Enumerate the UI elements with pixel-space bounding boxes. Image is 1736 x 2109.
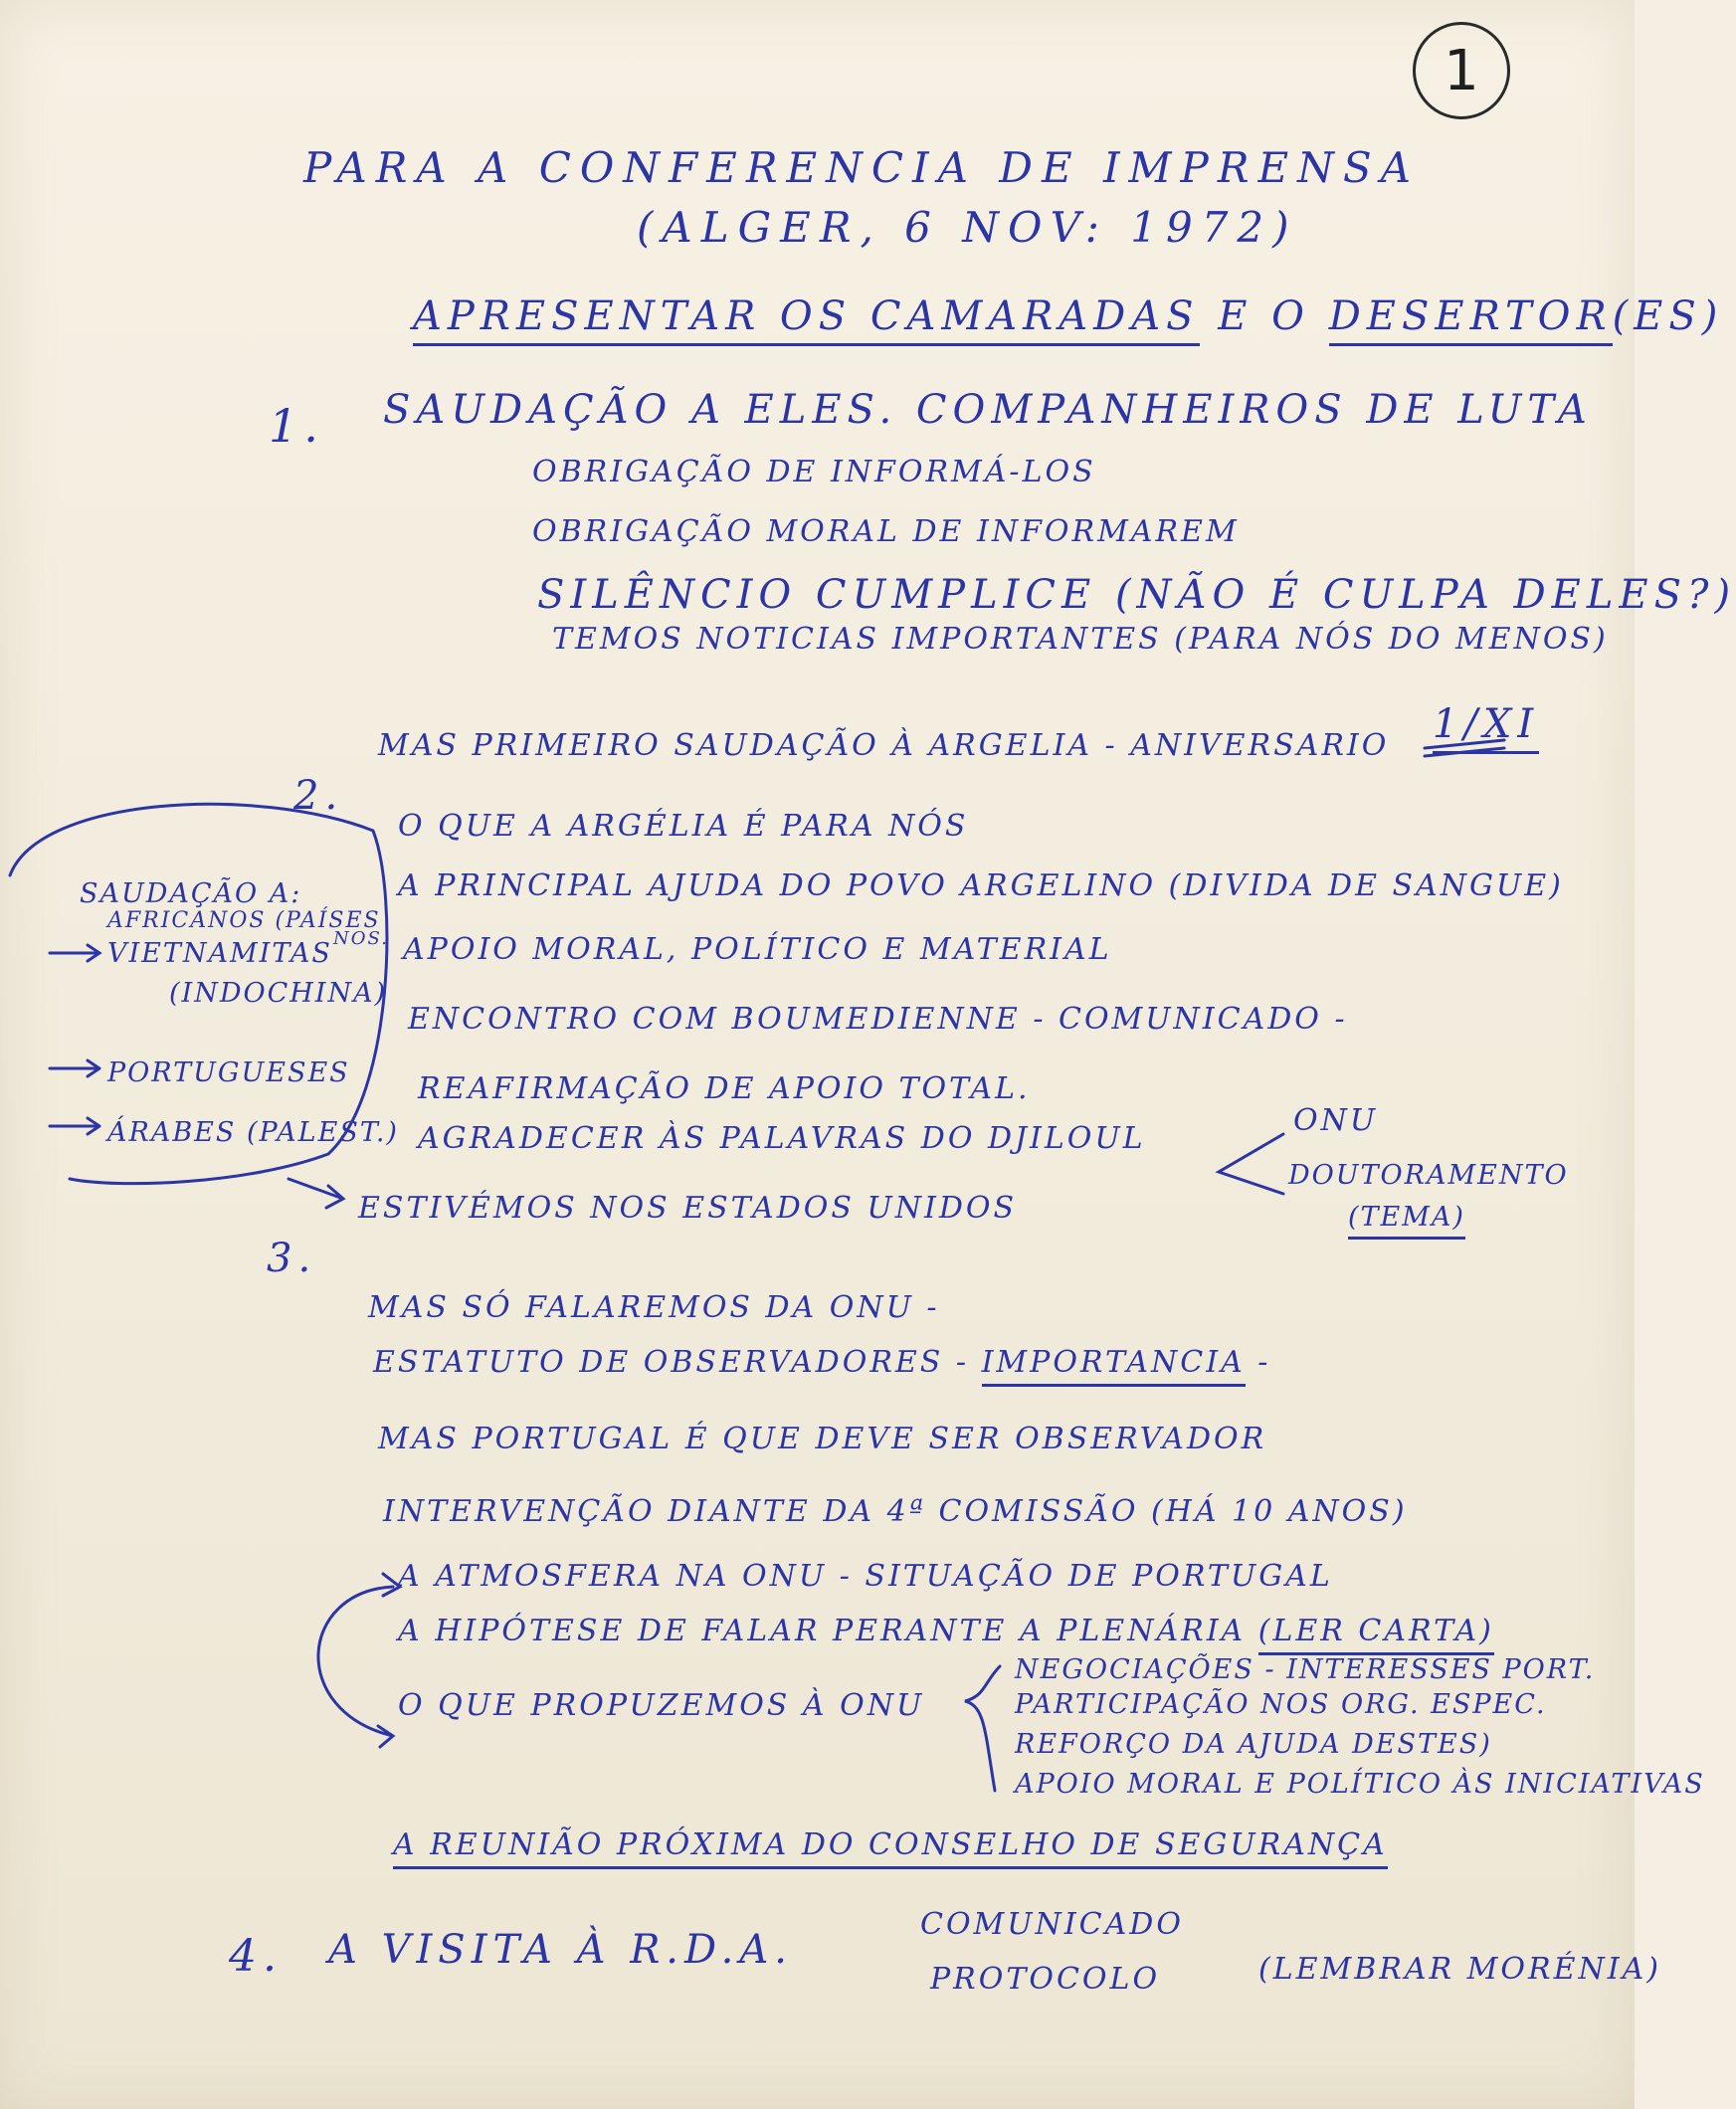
s3-proposals-brace <box>965 1666 1000 1791</box>
s3-line: MAS SÓ FALAREMOS DA ONU - <box>368 1290 940 1325</box>
s2-heading: MAS PRIMEIRO SAUDAÇÃO À ARGELIA - ANIVERSARIO <box>378 728 1390 763</box>
s2-number: 2. <box>293 773 344 819</box>
s3-branch: DOUTORAMENTO <box>1288 1160 1569 1191</box>
margin-item: (INDOCHINA) <box>169 978 388 1009</box>
s3-proposal: PARTICIPAÇÃO NOS ORG. ESPEC. <box>1015 1689 1547 1720</box>
s2-line: O QUE A ARGÉLIA É PARA NÓS <box>398 809 969 844</box>
s3-proposal: REFORÇO DA AJUDA DESTES) <box>1015 1729 1492 1760</box>
s4-heading: A VISITA À R.D.A. <box>328 1927 793 1973</box>
s4-number: 4. <box>229 1931 283 1982</box>
s3-branch: ONU <box>1293 1103 1379 1138</box>
intro-suffix: (ES) <box>1612 293 1724 339</box>
s2-line: A PRINCIPAL AJUDA DO POVO ARGELINO (DIVIDA DE SANGUE) <box>398 868 1564 903</box>
s3-proposal: NEGOCIAÇÕES - INTERESSES PORT. <box>1015 1654 1596 1685</box>
s4-item: COMUNICADO <box>920 1907 1184 1942</box>
s3-line: MAS PORTUGAL É QUE DEVE SER OBSERVADOR <box>378 1422 1267 1456</box>
s3-line: A ATMOSFERA NA ONU - SITUAÇÃO DE PORTUGAL <box>398 1559 1333 1594</box>
page-title: PARA A CONFERENCIA DE IMPRENSA <box>303 143 1420 192</box>
margin-item: NOS. <box>333 928 389 949</box>
section3-arrow <box>289 1179 343 1208</box>
s2-line: APOIO MORAL, POLÍTICO E MATERIAL <box>403 932 1112 967</box>
s3-read-letter: (LER CARTA) <box>1258 1614 1494 1655</box>
s1-line: OBRIGAÇÃO DE INFORMÁ-LOS <box>532 455 1096 489</box>
s2-line: AGRADECER ÀS PALAVRAS DO DJILOUL <box>418 1121 1146 1156</box>
s3-line: INTERVENÇÃO DIANTE DA 4ª COMISSÃO (HÁ 10 ANOS) <box>383 1494 1408 1529</box>
s3-branch-bracket <box>1219 1134 1283 1194</box>
margin-arrow <box>50 1118 99 1134</box>
s1-line: OBRIGAÇÃO MORAL DE INFORMAREM <box>532 514 1240 549</box>
s3-heading: ESTIVÉMOS NOS ESTADOS UNIDOS <box>358 1191 1018 1226</box>
margin-arrow <box>50 1060 99 1076</box>
s3-line: O QUE PROPUZEMOS À ONU <box>398 1688 925 1723</box>
s1-line: TEMOS NOTICIAS IMPORTANTES (PARA NÓS DO MENOS) <box>552 622 1609 657</box>
s3-closing: A REUNIÃO PRÓXIMA DO CONSELHO DE SEGURANÇA <box>393 1830 1388 1860</box>
s3-number: 3. <box>267 1236 317 1281</box>
margin-item: VIETNAMITAS <box>107 938 332 969</box>
s3-importance: IMPORTANCIA <box>982 1345 1246 1387</box>
s1-heading: SAUDAÇÃO A ELES. COMPANHEIROS DE LUTA <box>383 387 1593 433</box>
intro-line <box>413 293 1724 339</box>
intro-text: APRESENTAR OS CAMARADAS <box>413 293 1200 346</box>
page-subtitle: (ALGER, 6 NOV: 1972) <box>637 203 1298 252</box>
margin-item: PORTUGUESES <box>107 1057 350 1088</box>
s3-return-arrow <box>318 1587 393 1747</box>
margin-item: AFRICANOS (PAÍSES <box>107 908 381 933</box>
page-number: 1 <box>1413 22 1510 119</box>
margin-arrow <box>50 945 99 961</box>
s4-note: (LEMBRAR MORÉNIA) <box>1258 1952 1661 1987</box>
s3-branch: (TEMA) <box>1348 1204 1465 1231</box>
s3-line: A HIPÓTESE DE FALAR PERANTE A PLENÁRIA (LER CARTA) <box>398 1617 1494 1646</box>
s2-line: ENCONTRO COM BOUMEDIENNE - COMUNICADO - <box>408 1002 1348 1037</box>
s4-item: PROTOCOLO <box>930 1962 1161 1997</box>
intro-joiner: E O <box>1218 293 1310 339</box>
margin-heading: SAUDAÇÃO A: <box>80 878 302 909</box>
s1-line: SILÊNCIO CUMPLICE (NÃO É CULPA DELES?) <box>537 572 1736 618</box>
s3-proposal: APOIO MORAL E POLÍTICO ÀS INICIATIVAS <box>1015 1769 1705 1800</box>
s3-line: ESTATUTO DE OBSERVADORES - IMPORTANCIA - <box>373 1348 1270 1378</box>
intro-deserter: DESERTOR <box>1329 293 1613 346</box>
margin-item: ÁRABES (PALEST.) <box>107 1117 399 1148</box>
s2-date: 1/XI <box>1433 704 1539 744</box>
s2-line: REAFIRMAÇÃO DE APOIO TOTAL. <box>418 1071 1031 1106</box>
s1-number: 1. <box>269 399 324 453</box>
